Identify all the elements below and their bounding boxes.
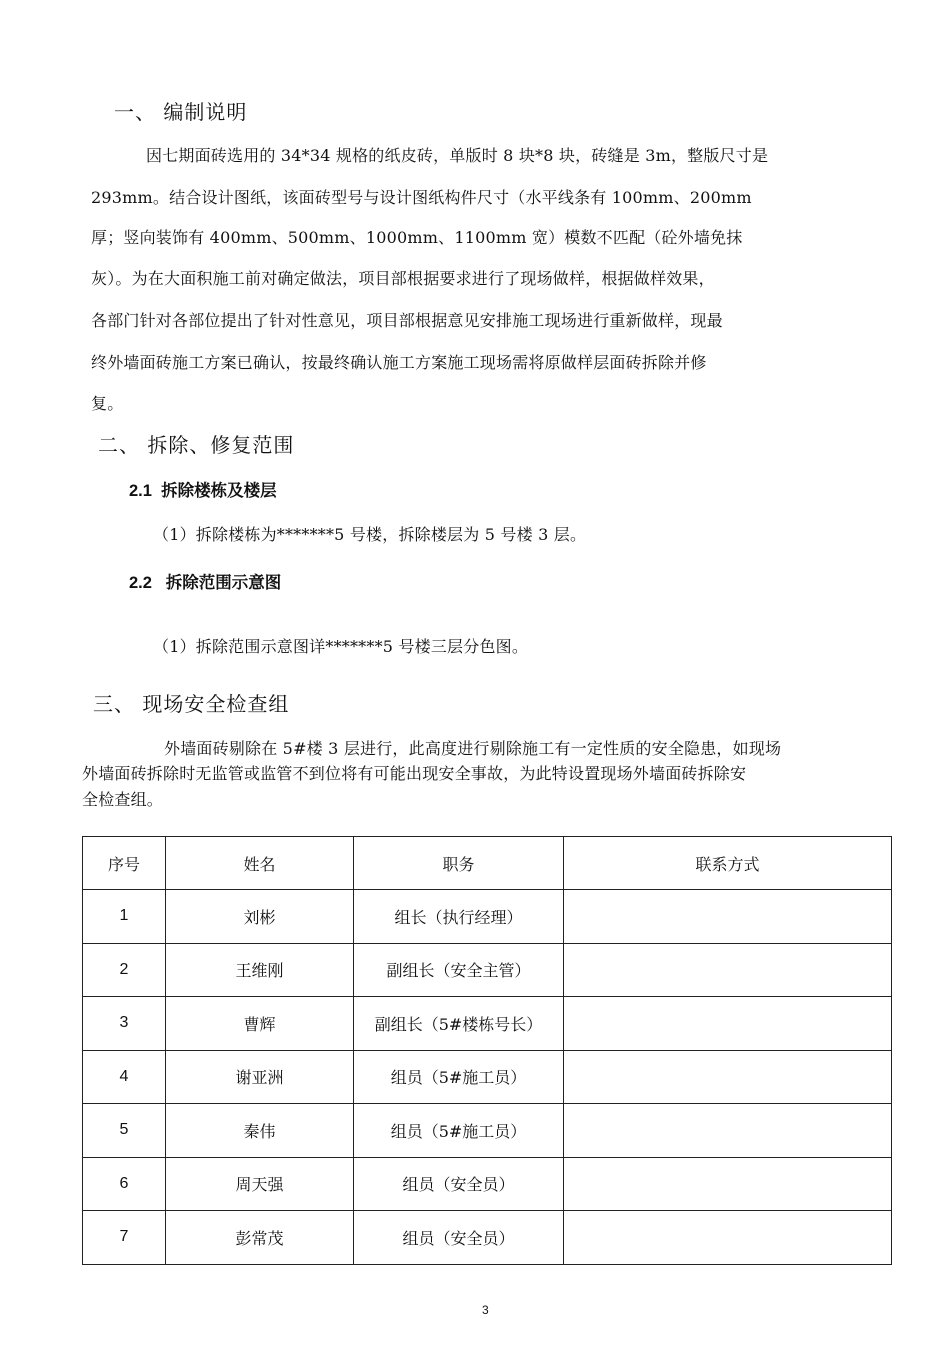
row-number: 7 [83, 1211, 166, 1265]
safety-team-table [82, 836, 892, 1265]
header-cell: 联系方式 [564, 837, 892, 890]
subsection-title: 拆除楼栋及楼层 [161, 482, 277, 500]
page-number: 3 [482, 1303, 489, 1317]
member-name: 周天强 [166, 1157, 354, 1211]
section1-line-6: 终外墙面砖施工方案已确认，按最终确认施工方案施工现场需将原做样层面砖拆除并修 [91, 353, 707, 372]
section2-heading: 二、 拆除、修复范围 [98, 433, 295, 457]
member-contact [564, 997, 892, 1051]
member-contact [564, 1050, 892, 1104]
table-row [83, 890, 892, 944]
row-number: 2 [83, 943, 166, 997]
section1-line-1: 因七期面砖选用的 34*34 规格的纸皮砖，单版时 8 块*8 块，砖缝是 3m，整版尺寸是 [146, 146, 769, 165]
table-row [83, 997, 892, 1051]
subsection-2-1-text: （1）拆除楼栋为*******5 号楼，拆除楼层为 5 号楼 3 层。 [153, 525, 587, 544]
subsection-2-2-text: （1）拆除范围示意图详*******5 号楼三层分色图。 [153, 637, 529, 656]
member-contact [564, 1157, 892, 1211]
member-contact [564, 890, 892, 944]
member-role: 组员（安全员） [354, 1157, 564, 1211]
section1-line-4: 灰）。为在大面积施工前对确定做法，项目部根据要求进行了现场做样，根据做样效果， [91, 269, 715, 288]
member-role: 组长（执行经理） [354, 890, 564, 944]
member-role: 副组长（5#楼栋号长） [354, 997, 564, 1051]
table-row [83, 1211, 892, 1265]
row-number: 1 [83, 890, 166, 944]
table-row [83, 1050, 892, 1104]
member-contact [564, 943, 892, 997]
section1-line-5: 各部门针对各部位提出了针对性意见，项目部根据意见安排施工现场进行重新做样，现最 [91, 311, 723, 330]
member-role: 副组长（安全主管） [354, 943, 564, 997]
member-name: 刘彬 [166, 890, 354, 944]
header-cell: 序号 [83, 837, 166, 890]
member-name: 曹辉 [166, 997, 354, 1051]
member-name: 王维刚 [166, 943, 354, 997]
row-number: 6 [83, 1157, 166, 1211]
section1-heading: 一、 编制说明 [114, 100, 248, 124]
subsection-number: 2.2 [129, 574, 152, 592]
member-contact [564, 1211, 892, 1265]
table-row [83, 1104, 892, 1158]
member-role: 组员（5#施工员） [354, 1104, 564, 1158]
table-row [83, 1157, 892, 1211]
section1-line-3: 厚；竖向装饰有 400mm、500mm、1000mm、1100mm 宽）模数不匹配（砼外墙免抹 [91, 228, 743, 247]
row-number: 4 [83, 1050, 166, 1104]
row-number: 5 [83, 1104, 166, 1158]
row-number: 3 [83, 997, 166, 1051]
section3-line-2: 外墙面砖拆除时无监管或监管不到位将有可能出现安全事故，为此特设置现场外墙面砖拆除安 [82, 764, 747, 783]
subsection-number: 2.1 [129, 482, 152, 500]
member-name: 彭常茂 [166, 1211, 354, 1265]
section3-heading: 三、 现场安全检查组 [93, 692, 290, 716]
header-cell: 姓名 [166, 837, 354, 890]
member-name: 谢亚洲 [166, 1050, 354, 1104]
header-cell: 职务 [354, 837, 564, 890]
subsection-title: 拆除范围示意图 [165, 574, 282, 592]
member-role: 组员（5#施工员） [354, 1050, 564, 1104]
table-row [83, 943, 892, 997]
member-role: 组员（安全员） [354, 1211, 564, 1265]
section1-line-2: 293mm。结合设计图纸，该面砖型号与设计图纸构件尺寸（水平线条有 100mm、200mm [91, 188, 752, 207]
member-contact [564, 1104, 892, 1158]
section3-line-3: 全检查组。 [82, 790, 164, 809]
section1-line-7: 复。 [91, 394, 124, 413]
member-name: 秦伟 [166, 1104, 354, 1158]
table-header-row [83, 837, 892, 890]
section3-line-1: 外墙面砖剔除在 5#楼 3 层进行，此高度进行剔除施工有一定性质的安全隐患，如现场 [164, 739, 782, 758]
subsection-2-1-heading [129, 477, 277, 501]
subsection-2-2-heading [129, 569, 281, 593]
